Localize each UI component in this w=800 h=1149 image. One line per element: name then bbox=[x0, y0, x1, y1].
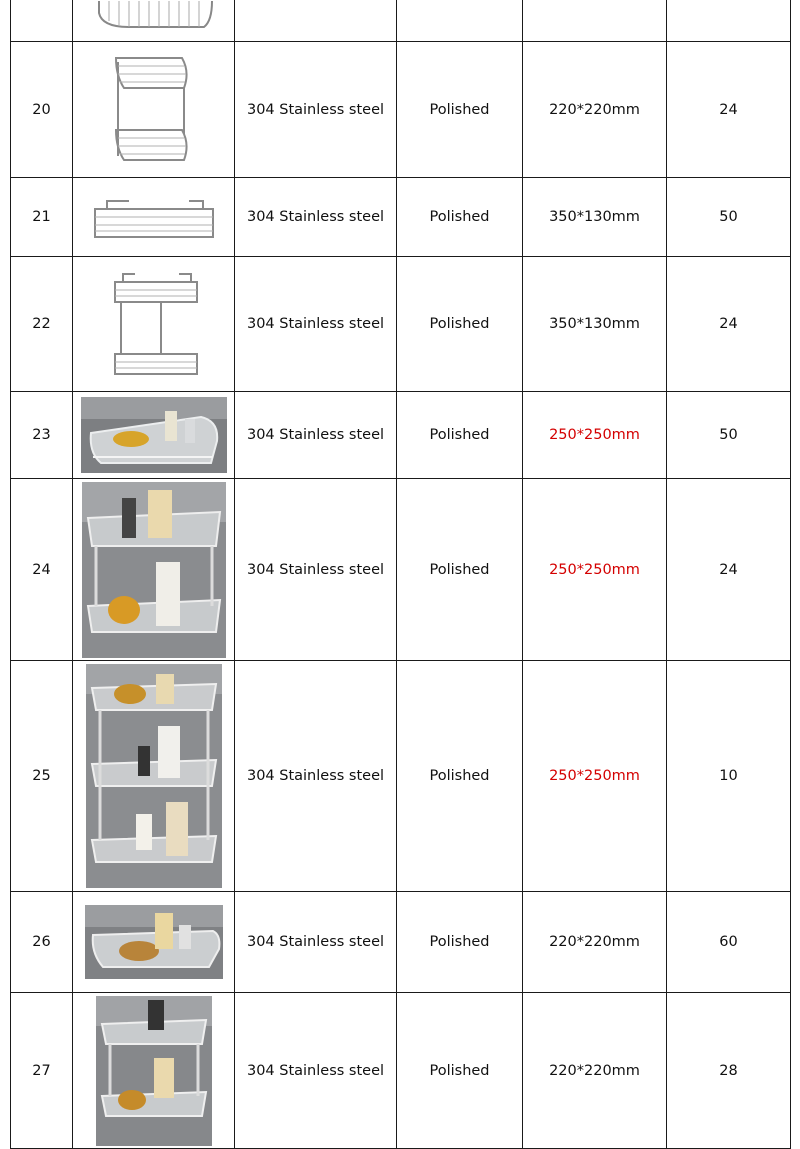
corner-shelf-3-tier-photo bbox=[86, 664, 222, 888]
size-cell bbox=[523, 0, 667, 42]
table-row bbox=[11, 993, 791, 1149]
material-cell: 304 Stainless steel bbox=[235, 479, 397, 661]
quantity-cell: 24 bbox=[667, 479, 791, 661]
quantity-cell: 24 bbox=[667, 257, 791, 392]
product-image-cell bbox=[73, 479, 235, 661]
size-cell: 250*250mm bbox=[523, 661, 667, 892]
quantity-cell: 24 bbox=[667, 42, 791, 178]
table-row bbox=[11, 661, 791, 892]
quantity-cell: 28 bbox=[667, 993, 791, 1149]
material-cell: 304 Stainless steel bbox=[235, 257, 397, 392]
material-cell: 304 Stainless steel bbox=[235, 892, 397, 993]
row-number: 21 bbox=[11, 178, 73, 257]
finish-cell: Polished bbox=[397, 42, 523, 178]
corner-shelf-2-tier-photo bbox=[82, 482, 226, 658]
material-cell: 304 Stainless steel bbox=[235, 392, 397, 479]
material-cell: 304 Stainless steel bbox=[235, 661, 397, 892]
product-image-cell bbox=[73, 178, 235, 257]
row-number: 22 bbox=[11, 257, 73, 392]
size-cell: 220*220mm bbox=[523, 892, 667, 993]
table-row bbox=[11, 257, 791, 392]
table-row bbox=[11, 892, 791, 993]
row-number: 26 bbox=[11, 892, 73, 993]
quantity-cell bbox=[667, 0, 791, 42]
material-cell: 304 Stainless steel bbox=[235, 178, 397, 257]
rect-basket-wire-icon bbox=[89, 187, 219, 247]
rect-basket-2-tier-wire-icon bbox=[99, 262, 209, 386]
quantity-cell: 50 bbox=[667, 392, 791, 479]
corner-shelf-photo bbox=[81, 397, 227, 473]
table-row bbox=[11, 178, 791, 257]
product-image-cell bbox=[73, 42, 235, 178]
product-image-cell bbox=[73, 892, 235, 993]
product-image-cell bbox=[73, 392, 235, 479]
quantity-cell: 10 bbox=[667, 661, 791, 892]
table-row bbox=[11, 0, 791, 42]
size-cell: 220*220mm bbox=[523, 993, 667, 1149]
table-row bbox=[11, 42, 791, 178]
row-number: 23 bbox=[11, 392, 73, 479]
size-cell: 250*250mm bbox=[523, 479, 667, 661]
product-image-cell bbox=[73, 257, 235, 392]
corner-basket-wire-icon bbox=[84, 1, 224, 41]
row-number: 24 bbox=[11, 479, 73, 661]
finish-cell: Polished bbox=[397, 661, 523, 892]
material-cell: 304 Stainless steel bbox=[235, 42, 397, 178]
finish-cell bbox=[397, 0, 523, 42]
product-image-cell bbox=[73, 993, 235, 1149]
row-number bbox=[11, 0, 73, 42]
corner-shelf-small-photo bbox=[85, 905, 223, 979]
row-number: 27 bbox=[11, 993, 73, 1149]
table-row bbox=[11, 392, 791, 479]
corner-basket-2-tier-wire-icon bbox=[104, 48, 204, 172]
finish-cell: Polished bbox=[397, 993, 523, 1149]
size-cell: 220*220mm bbox=[523, 42, 667, 178]
quantity-cell: 60 bbox=[667, 892, 791, 993]
size-cell: 350*130mm bbox=[523, 178, 667, 257]
row-number: 20 bbox=[11, 42, 73, 178]
quantity-cell: 50 bbox=[667, 178, 791, 257]
size-cell: 350*130mm bbox=[523, 257, 667, 392]
product-spec-table bbox=[10, 0, 791, 1149]
finish-cell: Polished bbox=[397, 257, 523, 392]
corner-shelf-small-2-tier-photo bbox=[96, 996, 212, 1146]
row-number: 25 bbox=[11, 661, 73, 892]
product-image-cell bbox=[73, 0, 235, 42]
finish-cell: Polished bbox=[397, 392, 523, 479]
size-cell: 250*250mm bbox=[523, 392, 667, 479]
finish-cell: Polished bbox=[397, 479, 523, 661]
table-row bbox=[11, 479, 791, 661]
material-cell: 304 Stainless steel bbox=[235, 993, 397, 1149]
material-cell bbox=[235, 0, 397, 42]
finish-cell: Polished bbox=[397, 178, 523, 257]
finish-cell: Polished bbox=[397, 892, 523, 993]
product-image-cell bbox=[73, 661, 235, 892]
